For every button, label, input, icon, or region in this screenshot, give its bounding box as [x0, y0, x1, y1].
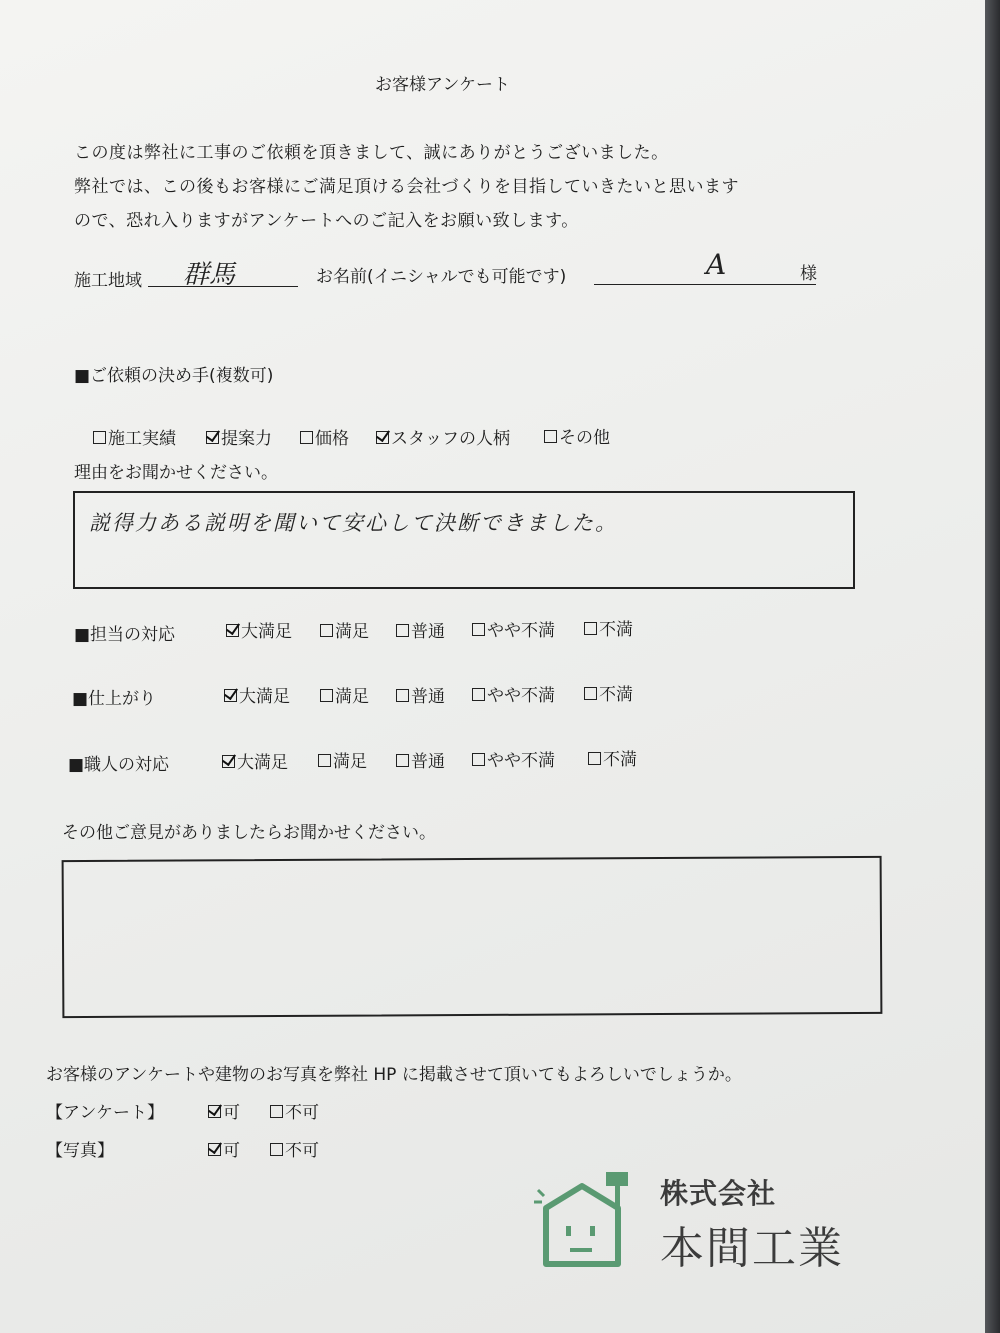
- other-comment-box[interactable]: [62, 856, 883, 1018]
- other-label: その他ご意見がありましたらお聞かせください。: [62, 823, 436, 843]
- rating-label-tanto: ■担当の対応: [74, 625, 176, 645]
- checkbox[interactable]: [584, 622, 597, 635]
- rating-option[interactable]: 大満足: [224, 682, 290, 707]
- decision-option-other[interactable]: その他: [544, 423, 610, 448]
- checkbox[interactable]: [93, 431, 106, 444]
- checkbox-checked[interactable]: [222, 755, 235, 768]
- rating-option[interactable]: やや不満: [472, 746, 555, 771]
- checkbox[interactable]: [396, 689, 409, 702]
- checkbox-checked[interactable]: [224, 689, 237, 702]
- reason-box[interactable]: [73, 491, 855, 589]
- area-value[interactable]: 群馬: [183, 260, 236, 290]
- checkbox[interactable]: [270, 1143, 283, 1156]
- publish-label-survey: 【アンケート】: [46, 1103, 164, 1123]
- decision-option-teian[interactable]: 提案力: [206, 424, 272, 449]
- checkbox[interactable]: [544, 430, 557, 443]
- checkbox-checked[interactable]: [208, 1143, 221, 1156]
- rating-option[interactable]: 不満: [584, 680, 633, 705]
- checkbox[interactable]: [396, 754, 409, 767]
- rating-label-shokunin: ■職人の対応: [68, 755, 170, 775]
- house-logo-icon: [530, 1168, 640, 1273]
- rating-option[interactable]: 普通: [396, 682, 445, 707]
- rating-option[interactable]: 満足: [318, 747, 367, 772]
- checkbox[interactable]: [584, 687, 597, 700]
- rating-option[interactable]: 満足: [320, 617, 369, 642]
- checkbox-checked[interactable]: [206, 431, 219, 444]
- rating-option[interactable]: 不満: [588, 745, 637, 770]
- rating-option[interactable]: 満足: [320, 682, 369, 707]
- logo-company-name: 本間工業: [660, 1223, 844, 1274]
- rating-option[interactable]: 大満足: [226, 617, 292, 642]
- rating-option[interactable]: 普通: [396, 617, 445, 642]
- reason-label: 理由をお聞かせください。: [74, 463, 278, 483]
- name-value[interactable]: A: [706, 248, 727, 281]
- publish-survey-no[interactable]: 不可: [270, 1098, 319, 1123]
- decision-heading: ■ご依頼の決め手(複数可): [74, 366, 274, 386]
- rating-option[interactable]: やや不満: [472, 681, 555, 706]
- rating-option[interactable]: やや不満: [472, 616, 555, 641]
- publish-label-photo: 【写真】: [46, 1141, 114, 1161]
- publish-question: お客様のアンケートや建物のお写真を弊社 HP に掲載させて頂いてもよろしいでしょうか。: [46, 1065, 742, 1085]
- publish-survey-yes[interactable]: 可: [208, 1098, 240, 1123]
- name-label: お名前(イニシャルでも可能です): [316, 267, 567, 287]
- checkbox-checked[interactable]: [226, 624, 239, 637]
- checkbox[interactable]: [472, 623, 485, 636]
- page-title: お客様アンケート: [375, 75, 510, 95]
- area-label: 施工地域: [74, 271, 142, 291]
- checkbox[interactable]: [320, 689, 333, 702]
- intro-line-3: ので、恐れ入りますがアンケートへのご記入をお願い致します。: [74, 211, 579, 231]
- checkbox[interactable]: [472, 753, 485, 766]
- publish-photo-no[interactable]: 不可: [270, 1136, 319, 1161]
- checkbox[interactable]: [588, 752, 601, 765]
- decision-option-jisseki[interactable]: 施工実績: [93, 424, 176, 449]
- checkbox-checked[interactable]: [376, 431, 389, 444]
- reason-text: 説得力ある説明を聞いて安心して決断できました。: [89, 511, 618, 535]
- logo-company-type: 株式会社: [660, 1177, 777, 1210]
- decision-option-staff[interactable]: スタッフの人柄: [376, 424, 510, 449]
- checkbox[interactable]: [396, 624, 409, 637]
- rating-label-shiagari: ■仕上がり: [72, 689, 157, 709]
- checkbox[interactable]: [318, 754, 331, 767]
- name-suffix: 様: [800, 264, 817, 284]
- rating-option[interactable]: 大満足: [222, 748, 288, 773]
- rating-option[interactable]: 不満: [584, 615, 633, 640]
- publish-photo-yes[interactable]: 可: [208, 1136, 240, 1161]
- checkbox-checked[interactable]: [208, 1105, 221, 1118]
- checkbox[interactable]: [270, 1105, 283, 1118]
- intro-line-1: この度は弊社に工事のご依頼を頂きまして、誠にありがとうございました。: [74, 143, 669, 163]
- background-edge: [985, 0, 1000, 1333]
- intro-line-2: 弊社では、この後もお客様にご満足頂ける会社づくりを目指していきたいと思います: [74, 177, 739, 197]
- rating-option[interactable]: 普通: [396, 747, 445, 772]
- checkbox[interactable]: [320, 624, 333, 637]
- checkbox[interactable]: [300, 431, 313, 444]
- checkbox[interactable]: [472, 688, 485, 701]
- decision-option-kakaku[interactable]: 価格: [300, 424, 349, 449]
